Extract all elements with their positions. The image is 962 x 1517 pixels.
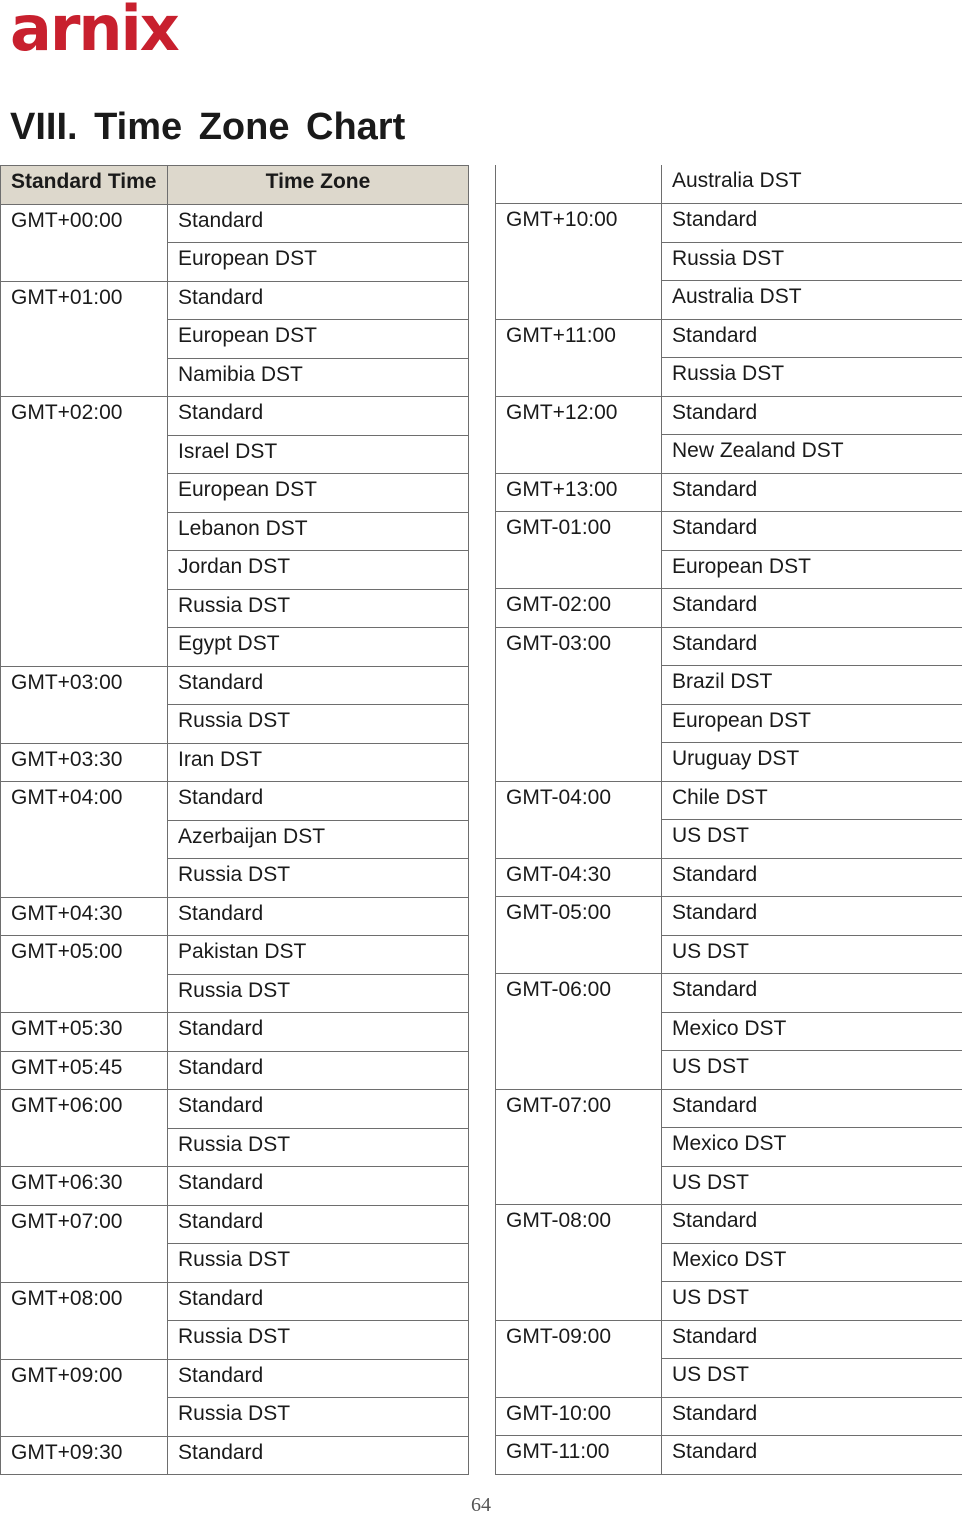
time-zone-cell: Mexico DST	[662, 1128, 962, 1167]
time-zone-cell: Uruguay DST	[662, 743, 962, 782]
gmt-offset-cell	[496, 165, 662, 204]
table-row	[496, 589, 962, 628]
gmt-offset-cell: GMT-04:30	[496, 858, 662, 897]
table-row	[1, 1436, 469, 1475]
time-zone-cell: Russia DST	[662, 242, 962, 281]
gmt-offset-cell: GMT+10:00	[496, 204, 662, 320]
gmt-offset-cell: GMT-11:00	[496, 1436, 662, 1475]
gmt-offset-cell: GMT-04:00	[496, 781, 662, 858]
time-zone-cell: Standard	[662, 1436, 962, 1475]
table-row	[1, 1205, 469, 1244]
time-zone-cell: Chile DST	[662, 781, 962, 820]
table-row	[496, 319, 962, 358]
gmt-offset-cell: GMT-05:00	[496, 897, 662, 974]
table-row	[496, 1205, 962, 1244]
table-row	[1, 1167, 469, 1206]
gmt-offset-cell: GMT-06:00	[496, 974, 662, 1090]
gmt-offset-cell: GMT+01:00	[1, 281, 168, 397]
time-zone-cell: Standard	[662, 204, 962, 243]
time-zone-table-left	[0, 165, 469, 1475]
time-zone-cell: Lebanon DST	[168, 512, 469, 551]
page-title: VIII. Time Zone Chart	[10, 105, 405, 151]
gmt-offset-cell: GMT+11:00	[496, 319, 662, 396]
gmt-offset-cell: GMT-10:00	[496, 1397, 662, 1436]
table-row	[1, 743, 469, 782]
time-zone-cell: Standard	[662, 974, 962, 1013]
time-zone-cell: Standard	[168, 281, 469, 320]
table-row	[496, 858, 962, 897]
gmt-offset-cell: GMT-02:00	[496, 589, 662, 628]
table-row	[496, 204, 962, 243]
gmt-offset-cell: GMT-07:00	[496, 1089, 662, 1205]
time-zone-cell: Standard	[662, 1205, 962, 1244]
table-row	[496, 1436, 962, 1475]
time-zone-cell: Standard	[662, 319, 962, 358]
time-zone-table-right	[495, 165, 962, 1475]
time-zone-cell: European DST	[168, 320, 469, 359]
table-header-row	[1, 166, 469, 205]
table-row	[496, 473, 962, 512]
table-row	[1, 1282, 469, 1321]
table-row	[1, 397, 469, 436]
time-zone-cell: Standard	[168, 1167, 469, 1206]
time-zone-cell: Standard	[662, 1320, 962, 1359]
gmt-offset-cell: GMT+05:45	[1, 1051, 168, 1090]
time-zone-cell: Standard	[168, 1205, 469, 1244]
gmt-offset-cell: GMT+06:30	[1, 1167, 168, 1206]
arnix-logo: arnix	[10, 0, 178, 60]
gmt-offset-cell: GMT-03:00	[496, 627, 662, 781]
time-zone-cell: Russia DST	[168, 589, 469, 628]
gmt-offset-cell: GMT+04:00	[1, 782, 168, 898]
table-row	[496, 627, 962, 666]
gmt-offset-cell: GMT-08:00	[496, 1205, 662, 1321]
time-zone-cell: US DST	[662, 820, 962, 859]
time-zone-cell: European DST	[662, 550, 962, 589]
time-zone-cell: Russia DST	[168, 1321, 469, 1360]
gmt-offset-cell: GMT+08:00	[1, 1282, 168, 1359]
time-zone-cell: Australia DST	[662, 165, 962, 204]
time-zone-cell: Standard	[662, 512, 962, 551]
table-row	[496, 1397, 962, 1436]
time-zone-cell: Australia DST	[662, 281, 962, 320]
time-zone-cell: European DST	[662, 704, 962, 743]
time-zone-cell: US DST	[662, 1166, 962, 1205]
time-zone-cell: Egypt DST	[168, 628, 469, 667]
table-row	[1, 281, 469, 320]
time-zone-cell: Russia DST	[168, 1398, 469, 1437]
header-standard-time: Standard Time	[1, 166, 168, 205]
time-zone-cell: US DST	[662, 1051, 962, 1090]
time-zone-cell: Mexico DST	[662, 1243, 962, 1282]
time-zone-cell: Iran DST	[168, 743, 469, 782]
time-zone-cell: Standard	[168, 897, 469, 936]
gmt-offset-cell: GMT+09:30	[1, 1436, 168, 1475]
table-row	[1, 936, 469, 975]
time-zone-cell: US DST	[662, 1359, 962, 1398]
time-zone-cell: Standard	[662, 1397, 962, 1436]
table-row	[1, 1051, 469, 1090]
time-zone-cell: US DST	[662, 935, 962, 974]
time-zone-cell: Standard	[662, 589, 962, 628]
time-zone-cell: Standard	[662, 396, 962, 435]
time-zone-cell: Pakistan DST	[168, 936, 469, 975]
gmt-offset-cell: GMT+04:30	[1, 897, 168, 936]
time-zone-cell: Russia DST	[168, 974, 469, 1013]
table-row	[496, 897, 962, 936]
time-zone-cell: Standard	[168, 1090, 469, 1129]
time-zone-cell: Standard	[662, 858, 962, 897]
gmt-offset-cell: GMT-01:00	[496, 512, 662, 589]
time-zone-cell: Jordan DST	[168, 551, 469, 590]
table-row	[1, 204, 469, 243]
table-row	[1, 782, 469, 821]
time-zone-cell: Standard	[168, 397, 469, 436]
time-zone-cell: Standard	[662, 897, 962, 936]
gmt-offset-cell: GMT+09:00	[1, 1359, 168, 1436]
time-zone-cell: Russia DST	[168, 859, 469, 898]
gmt-offset-cell: GMT+03:00	[1, 666, 168, 743]
time-zone-cell: US DST	[662, 1282, 962, 1321]
time-zone-cell: Standard	[168, 782, 469, 821]
table-row	[1, 897, 469, 936]
gmt-offset-cell: GMT+06:00	[1, 1090, 168, 1167]
table-row	[1, 1013, 469, 1052]
time-zone-cell: European DST	[168, 474, 469, 513]
time-zone-cell: Mexico DST	[662, 1012, 962, 1051]
time-zone-cell: Azerbaijan DST	[168, 820, 469, 859]
table-row	[1, 666, 469, 705]
gmt-offset-cell: GMT+12:00	[496, 396, 662, 473]
table-row	[1, 1090, 469, 1129]
time-zone-cell: Standard	[168, 1359, 469, 1398]
table-row	[496, 781, 962, 820]
table-row	[496, 1089, 962, 1128]
time-zone-cell: Standard	[168, 204, 469, 243]
time-zone-cell: Standard	[662, 473, 962, 512]
time-zone-cell: Standard	[168, 666, 469, 705]
gmt-offset-cell: GMT-09:00	[496, 1320, 662, 1397]
gmt-offset-cell: GMT+07:00	[1, 1205, 168, 1282]
time-zone-cell: Standard	[168, 1013, 469, 1052]
time-zone-cell: Brazil DST	[662, 666, 962, 705]
time-zone-cell: Standard	[662, 1089, 962, 1128]
gmt-offset-cell: GMT+05:00	[1, 936, 168, 1013]
table-row	[496, 396, 962, 435]
time-zone-cell: Standard	[662, 627, 962, 666]
page-number: 64	[0, 1494, 962, 1517]
gmt-offset-cell: GMT+03:30	[1, 743, 168, 782]
gmt-offset-cell: GMT+05:30	[1, 1013, 168, 1052]
time-zone-cell: Russia DST	[662, 358, 962, 397]
header-time-zone: Time Zone	[168, 166, 469, 205]
table-row	[496, 512, 962, 551]
time-zone-cell: Russia DST	[168, 705, 469, 744]
time-zone-cell: European DST	[168, 243, 469, 282]
table-row	[496, 165, 962, 204]
time-zone-cell: Standard	[168, 1051, 469, 1090]
time-zone-cell: Israel DST	[168, 435, 469, 474]
time-zone-cell: Russia DST	[168, 1244, 469, 1283]
table-row	[1, 1359, 469, 1398]
time-zone-cell: Standard	[168, 1436, 469, 1475]
table-row	[496, 1320, 962, 1359]
gmt-offset-cell: GMT+02:00	[1, 397, 168, 667]
table-row	[496, 974, 962, 1013]
gmt-offset-cell: GMT+00:00	[1, 204, 168, 281]
time-zone-cell: New Zealand DST	[662, 435, 962, 474]
gmt-offset-cell: GMT+13:00	[496, 473, 662, 512]
time-zone-cell: Standard	[168, 1282, 469, 1321]
time-zone-cell: Russia DST	[168, 1128, 469, 1167]
time-zone-cell: Namibia DST	[168, 358, 469, 397]
